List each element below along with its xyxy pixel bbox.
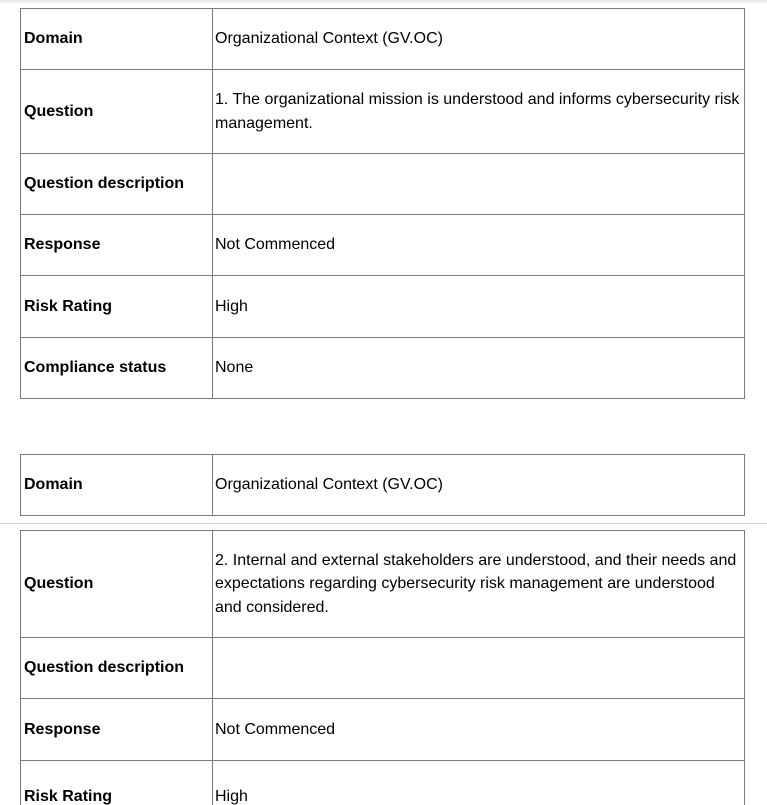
assessment-table-2-part-1	[20, 454, 745, 516]
compliance-status-value: None	[213, 338, 745, 399]
table-row	[21, 70, 745, 154]
question-description-value	[213, 638, 745, 699]
risk-rating-value: High	[213, 276, 745, 338]
domain-label: Domain	[21, 9, 213, 70]
table-row	[21, 638, 745, 699]
compliance-status-label: Compliance status	[21, 338, 213, 399]
table-row	[21, 531, 745, 638]
risk-rating-label: Risk Rating	[21, 276, 213, 338]
page-top-edge	[0, 0, 767, 4]
response-value: Not Commenced	[213, 215, 745, 276]
question-label: Question	[21, 70, 213, 154]
table-row	[21, 215, 745, 276]
table-row	[21, 276, 745, 338]
assessment-table-1	[20, 8, 745, 399]
table-row	[21, 338, 745, 399]
domain-value: Organizational Context (GV.OC)	[213, 455, 745, 516]
page-break-divider	[0, 523, 767, 524]
table-row	[21, 761, 745, 805]
risk-rating-label: Risk Rating	[21, 761, 213, 805]
table-row	[21, 9, 745, 70]
question-label: Question	[21, 531, 213, 638]
question-value: 1. The organizational mission is understood and informs cybersecurity risk management.	[213, 70, 745, 154]
question-description-label: Question description	[21, 154, 213, 215]
table-row	[21, 699, 745, 761]
question-description-value	[213, 154, 745, 215]
question-value: 2. Internal and external stakeholders are understood, and their needs and expectations regarding cybersecurity risk management are understood and considered.	[213, 531, 745, 638]
risk-rating-value: High	[213, 761, 745, 805]
response-label: Response	[21, 215, 213, 276]
question-description-label: Question description	[21, 638, 213, 699]
domain-value: Organizational Context (GV.OC)	[213, 9, 745, 70]
response-value: Not Commenced	[213, 699, 745, 761]
response-label: Response	[21, 699, 213, 761]
assessment-table-2-part-2	[20, 530, 745, 805]
domain-label: Domain	[21, 455, 213, 516]
table-row	[21, 154, 745, 215]
table-row	[21, 455, 745, 516]
